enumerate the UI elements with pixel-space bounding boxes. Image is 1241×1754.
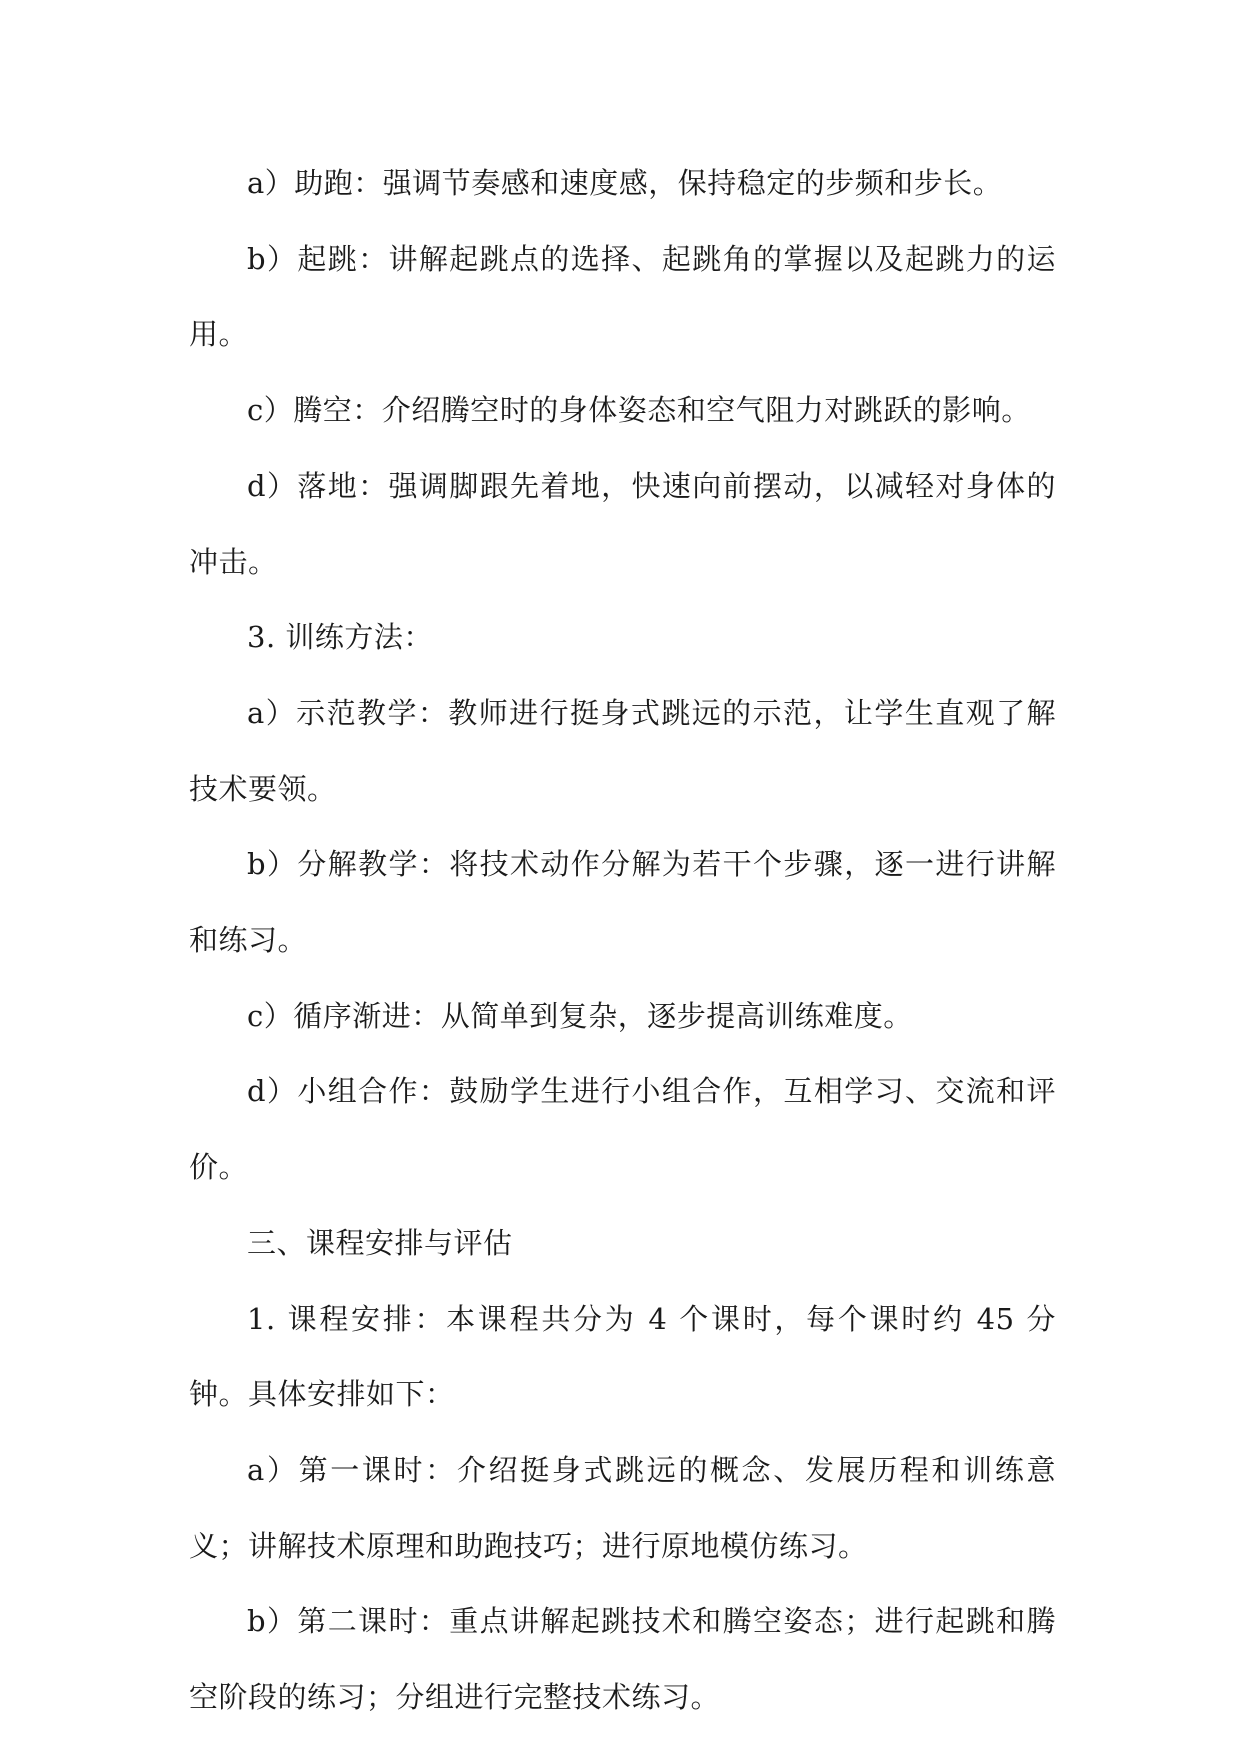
paragraph-run-up: a）助跑：强调节奏感和速度感，保持稳定的步频和步长。 (247, 166, 1003, 200)
paragraph-group-work: d）小组合作：鼓励学生进行小组合作，互相学习、交流和评价。 (189, 1074, 1056, 1185)
section-heading-schedule: 三、课程安排与评估 (247, 1225, 513, 1260)
paragraph-flight: c）腾空：介绍腾空时的身体姿态和空气阻力对跳跃的影响。 (247, 393, 1031, 428)
paragraph-takeoff: b）起跳：讲解起跳点的选择、起跳角的掌握以及起跳力的运用。 (189, 241, 1056, 352)
heading-training-methods: 3. 训练方法： (247, 620, 433, 655)
paragraph-schedule: 1. 课程安排：本课程共分为 4 个课时，每个课时约 45 分钟。具体安排如下： (189, 1301, 1056, 1412)
paragraph-progression: c）循序渐进：从简单到复杂，逐步提高训练难度。 (247, 998, 913, 1033)
paragraph-decomposition: b）分解教学：将技术动作分解为若干个步骤，逐一进行讲解和练习。 (189, 847, 1056, 958)
paragraph-lesson-one: a）第一课时：介绍挺身式跳远的概念、发展历程和训练意义；讲解技术原理和助跑技巧；进行原地模仿练习。 (189, 1452, 1056, 1563)
document-body (189, 146, 1056, 1736)
paragraph-landing: d）落地：强调脚跟先着地，快速向前摆动，以减轻对身体的冲击。 (189, 468, 1056, 579)
paragraph-demonstration: a）示范教学：教师进行挺身式跳远的示范，让学生直观了解技术要领。 (189, 695, 1056, 806)
paragraph-lesson-two: b）第二课时：重点讲解起跳技术和腾空姿态；进行起跳和腾空阶段的练习；分组进行完整技术练习。 (189, 1604, 1056, 1715)
